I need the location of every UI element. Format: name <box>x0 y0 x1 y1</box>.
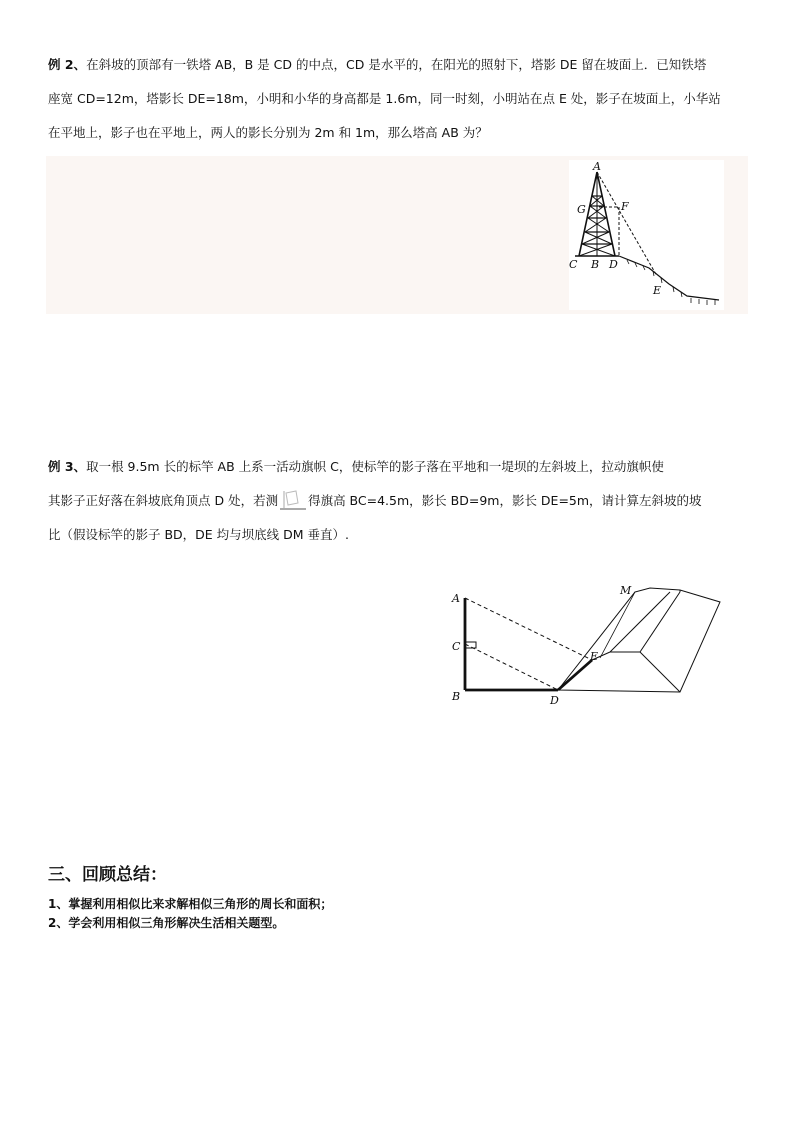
example-2-text <box>48 48 748 150</box>
tower-diagram <box>569 160 724 310</box>
dam-label-m: M <box>620 584 632 597</box>
example-2-line-1: 在斜坡的顶部有一铁塔 AB，B 是 CD 的中点，CD 是水平的，在阳光的照射下，塔影 DE 留在坡面上．已知铁塔 <box>86 57 707 72</box>
label-c: C <box>569 258 578 271</box>
review-item-2: 2、学会利用相似三角形解决生活相关题型。 <box>48 916 285 930</box>
example-2-line-2: 座宽 CD=12m，塔影长 DE=18m，小明和小华的身高都是 1.6m，同一时刻，小明站在点 E 处，影子在坡面上，小华站 <box>48 91 721 106</box>
tower-figure <box>569 160 724 310</box>
label-b: B <box>591 258 600 271</box>
label-f: F <box>621 200 629 213</box>
example-3-label: 例 3、 <box>48 459 87 474</box>
example-3-line-2b: 得旗高 BC=4.5m，影长 BD=9m，影长 DE=5m，请计算左斜坡的坡 <box>308 493 702 508</box>
dam-figure <box>440 580 730 710</box>
dam-diagram <box>440 580 730 710</box>
example-3-text <box>48 450 748 552</box>
dam-label-a: A <box>452 592 460 605</box>
dam-label-b: B <box>452 690 461 703</box>
example-2-label: 例 2、 <box>48 57 87 72</box>
review-item-1: 1、掌握利用相似比来求解相似三角形的周长和面积； <box>48 897 333 911</box>
example-3-line-1: 取一根 9.5m 长的标竿 AB 上系一活动旗帜 C，使标竿的影子落在平地和一堤坝的左斜坡上，拉动旗帜使 <box>86 459 664 474</box>
example-2-line-3: 在平地上，影子也在平地上，两人的影长分别为 2m 和 1m，那么塔高 AB 为？ <box>48 125 488 140</box>
dam-label-e: E <box>590 650 599 663</box>
example-3-line-3: 比（假设标竿的影子 BD，DE 均与坝底线 DM 垂直）. <box>48 527 350 542</box>
label-d: D <box>609 258 618 271</box>
dam-label-c: C <box>452 640 461 653</box>
label-e: E <box>653 284 662 297</box>
label-a: A <box>593 160 601 173</box>
example-3-line-2a: 其影子正好落在斜坡底角顶点 D 处，若测 <box>48 493 279 508</box>
dam-label-d: D <box>550 694 559 707</box>
flag-inline-icon <box>278 489 308 511</box>
label-g: G <box>577 203 586 216</box>
review-heading: 三、回顾总结： <box>48 865 167 885</box>
